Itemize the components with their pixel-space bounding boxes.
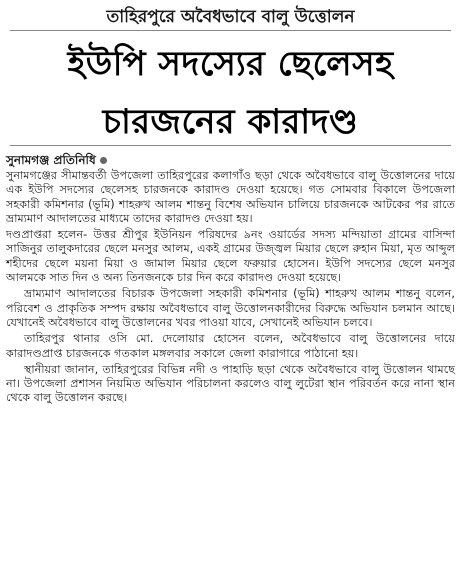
paragraph-3: ভ্রাম্যমাণ আদালতের বিচারক উপজেলা সহকারী কমিশনার (ভূমি) শাহরুখ আলম শান্তনু বলেন, পরিবেশ ও প্রাকৃতিক সম্পদ রক্ষায় অবৈধভাবে বালু উত্তোলনকারীদের বিরুদ্ধে অভিযান চলমান আছে। যেখানেই অবৈধভাবে বালু উত্তোলনের খবর পাওয়া যাবে, সেখানেই অভিযান চলবে। — [6, 287, 455, 329]
paragraph-4: তাহিরপুর থানার ওসি মো. দেলোয়ার হোসেন বলেন, অবৈধভাবে বালু উত্তোলনের দায়ে কারাদণ্ডপ্রাপ্ত চারজনকে গতকাল মঙ্গলবার সকালে জেলা কারাগারে পাঠানো হয়। — [6, 332, 455, 360]
divider-bottom — [10, 145, 451, 146]
paragraph-1: সুনামগঞ্জের সীমান্তবর্তী উপজেলা তাহিরপুরের কলাগাঁও ছড়া থেকে অবৈধভাবে বালু উত্তোলনের দায়ে এক ইউপি সদস্যের ছেলেসহ চারজনকে কারাদণ্ড দেওয়া হয়েছে। গত সোমবার বিকালে উপজেলা সহকারী কমিশনার (ভূমি) শাহরুখ আলম শান্তনু বিশেষ অভিযান চালিয়ে চারজনকে আটকের পর রাতে ভ্রাম্যমাণ আদালতের মাধ্যমে তাদের কারাদণ্ড দেওয়া হয়। — [6, 169, 455, 225]
byline-text: সুনামগঞ্জ প্রতিনিধি — [6, 153, 96, 167]
bullet-icon — [100, 157, 107, 164]
paragraph-5: স্থানীয়রা জানান, তাহিরপুরের বিভিন্ন নদী ও পাহাড়ি ছড়া থেকে অবৈধভাবে বালু উত্তোলন থামছে না। উপজেলা প্রশাসন নিয়মিত অভিযান পরিচালনা করলেও বালু লুটেরা স্থান পরিবর্তন করে নানা স্থান থেকে বালু উত্তোলন করছে। — [6, 362, 455, 405]
paragraph-2: দণ্ডপ্রাপ্তরা হলেন- উত্তর শ্রীপুর ইউনিয়ন পরিষদের ৯নং ওয়ার্ডের সদস্য মন্দিয়াতা গ্রামের বাসিন্দা সাজিনুর তালুকদারের ছেলে মনসুর আলম, একই গ্রামের উজ্জ্বল মিয়ার ছেলে রুহান মিয়া, মৃত আব্দুল শহীদের ছেলে ময়না মিয়া ও জামাল মিয়ার ছেলে ফরুয়ার হোসেন। ইউপি সদস্যের ছেলে মনসুর আলমকে সাত দিন ও অন্য তিনজনকে চার দিন করে কারাদণ্ড দেওয়া হয়েছে। — [6, 228, 455, 285]
divider-top — [10, 30, 451, 31]
headline-line-1: ইউপি সদস্যের ছেলেসহ — [67, 44, 394, 84]
article-body — [6, 169, 455, 408]
kicker-headline: তাহিরপুরে অবৈধভাবে বালু উত্তোলন — [106, 7, 355, 27]
headline-line-2: চারজনের কারাদণ্ড — [102, 102, 359, 142]
